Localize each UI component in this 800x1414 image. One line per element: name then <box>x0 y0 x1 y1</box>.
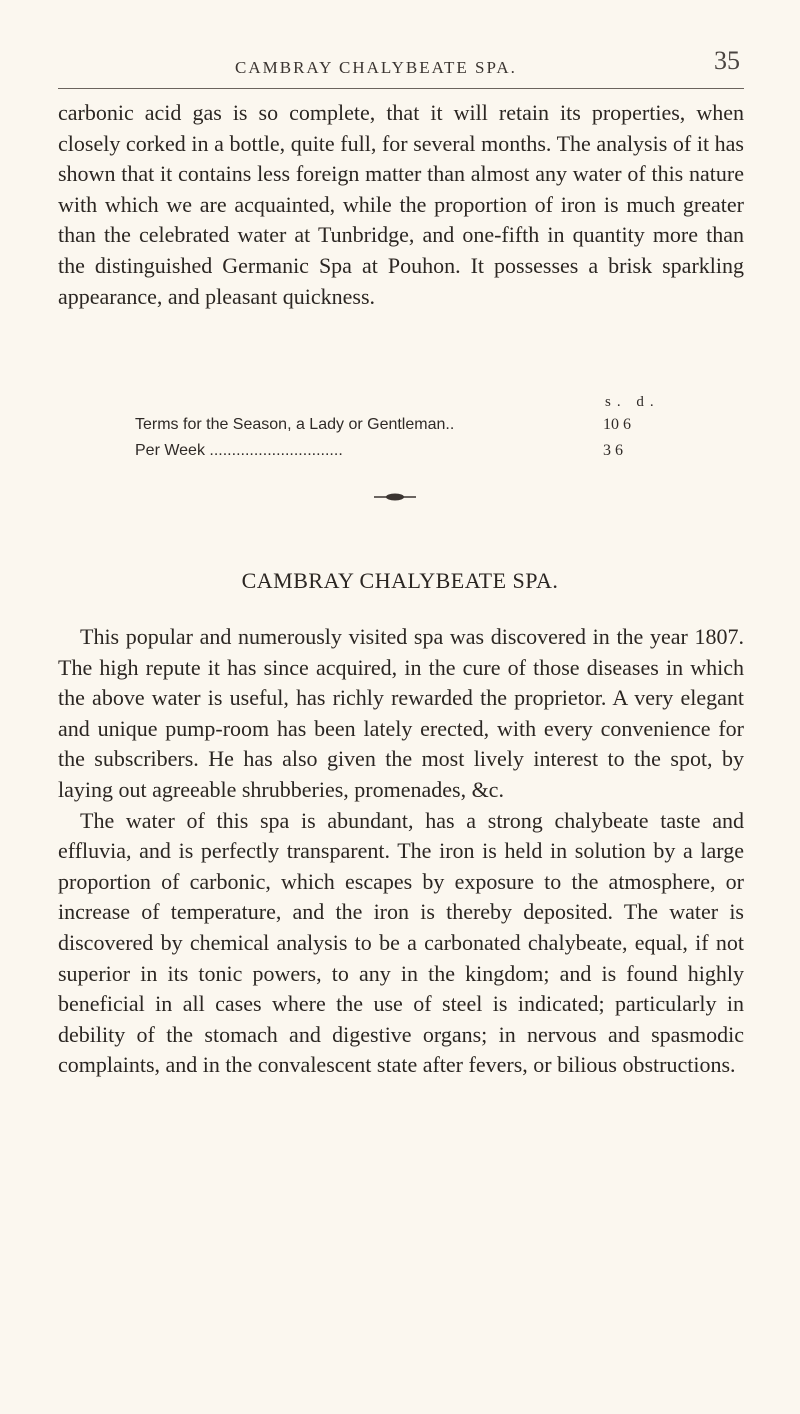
terms-amount: 3 6 <box>603 442 623 459</box>
terms-row <box>135 416 631 434</box>
page-number: 35 <box>714 46 740 75</box>
section-body <box>58 622 744 1081</box>
terms-amount: 10 6 <box>603 416 631 433</box>
terms-currency-header: s. d. <box>605 394 660 410</box>
section-paragraph-1: This popular and numerously visited spa was discovered in the year 1807. The high repute it has since acquired, in the cure of those diseases in which the above water is useful, has richly rewarded the proprietor. A very elegant and unique pump-room has been lately erected, with every convenience for the subscribers. He has also given the most lively interest to the spot, by laying out agreeable shrubberies, promenades, &c. <box>58 624 744 802</box>
running-title: CAMBRAY CHALYBEATE SPA. <box>235 58 517 77</box>
terms-label: Terms for the Season, a Lady or Gentleman.. <box>135 416 455 433</box>
section-paragraph-2: The water of this spa is abundant, has a strong chalybeate taste and effluvia, and is perfectly transparent. The iron is held in solution by a large proportion of carbonic, which escapes by exposure to the atmosphere, or increase of temperature, and the iron is thereby deposited. The water is discovered by chemical analysis to be a carbonated chalybeate, equal, if not superior in its tonic powers, to any in the kingdom; and is found highly beneficial in all cases where the use of steel is indicated; particularly in debility of the stomach and digestive organs; in nervous and spasmodic complaints, and in the convalescent state after fevers, or bilious obstructions. <box>58 807 744 1078</box>
terms-label: Per Week .............................. <box>135 442 343 459</box>
terms-row <box>135 442 623 460</box>
section-title: CAMBRAY CHALYBEATE SPA. <box>241 568 559 593</box>
continuation-paragraph <box>58 98 744 312</box>
continuation-text: carbonic acid gas is so complete, that it will retain its properties, when closely corked in a bottle, quite full, for several months. The analysis of it has shown that it contains less foreign matter than almost any water of this nature with which we are acquainted, while the proportion of iron is much greater than the celebrated water at Tunbridge, and one-fifth in quantity more than the distinguished Germanic Spa at Pouhon. It possesses a brisk sparkling appearance, and pleasant quickness. <box>58 100 744 309</box>
section-ornament <box>370 492 420 502</box>
header-rule <box>58 88 744 89</box>
